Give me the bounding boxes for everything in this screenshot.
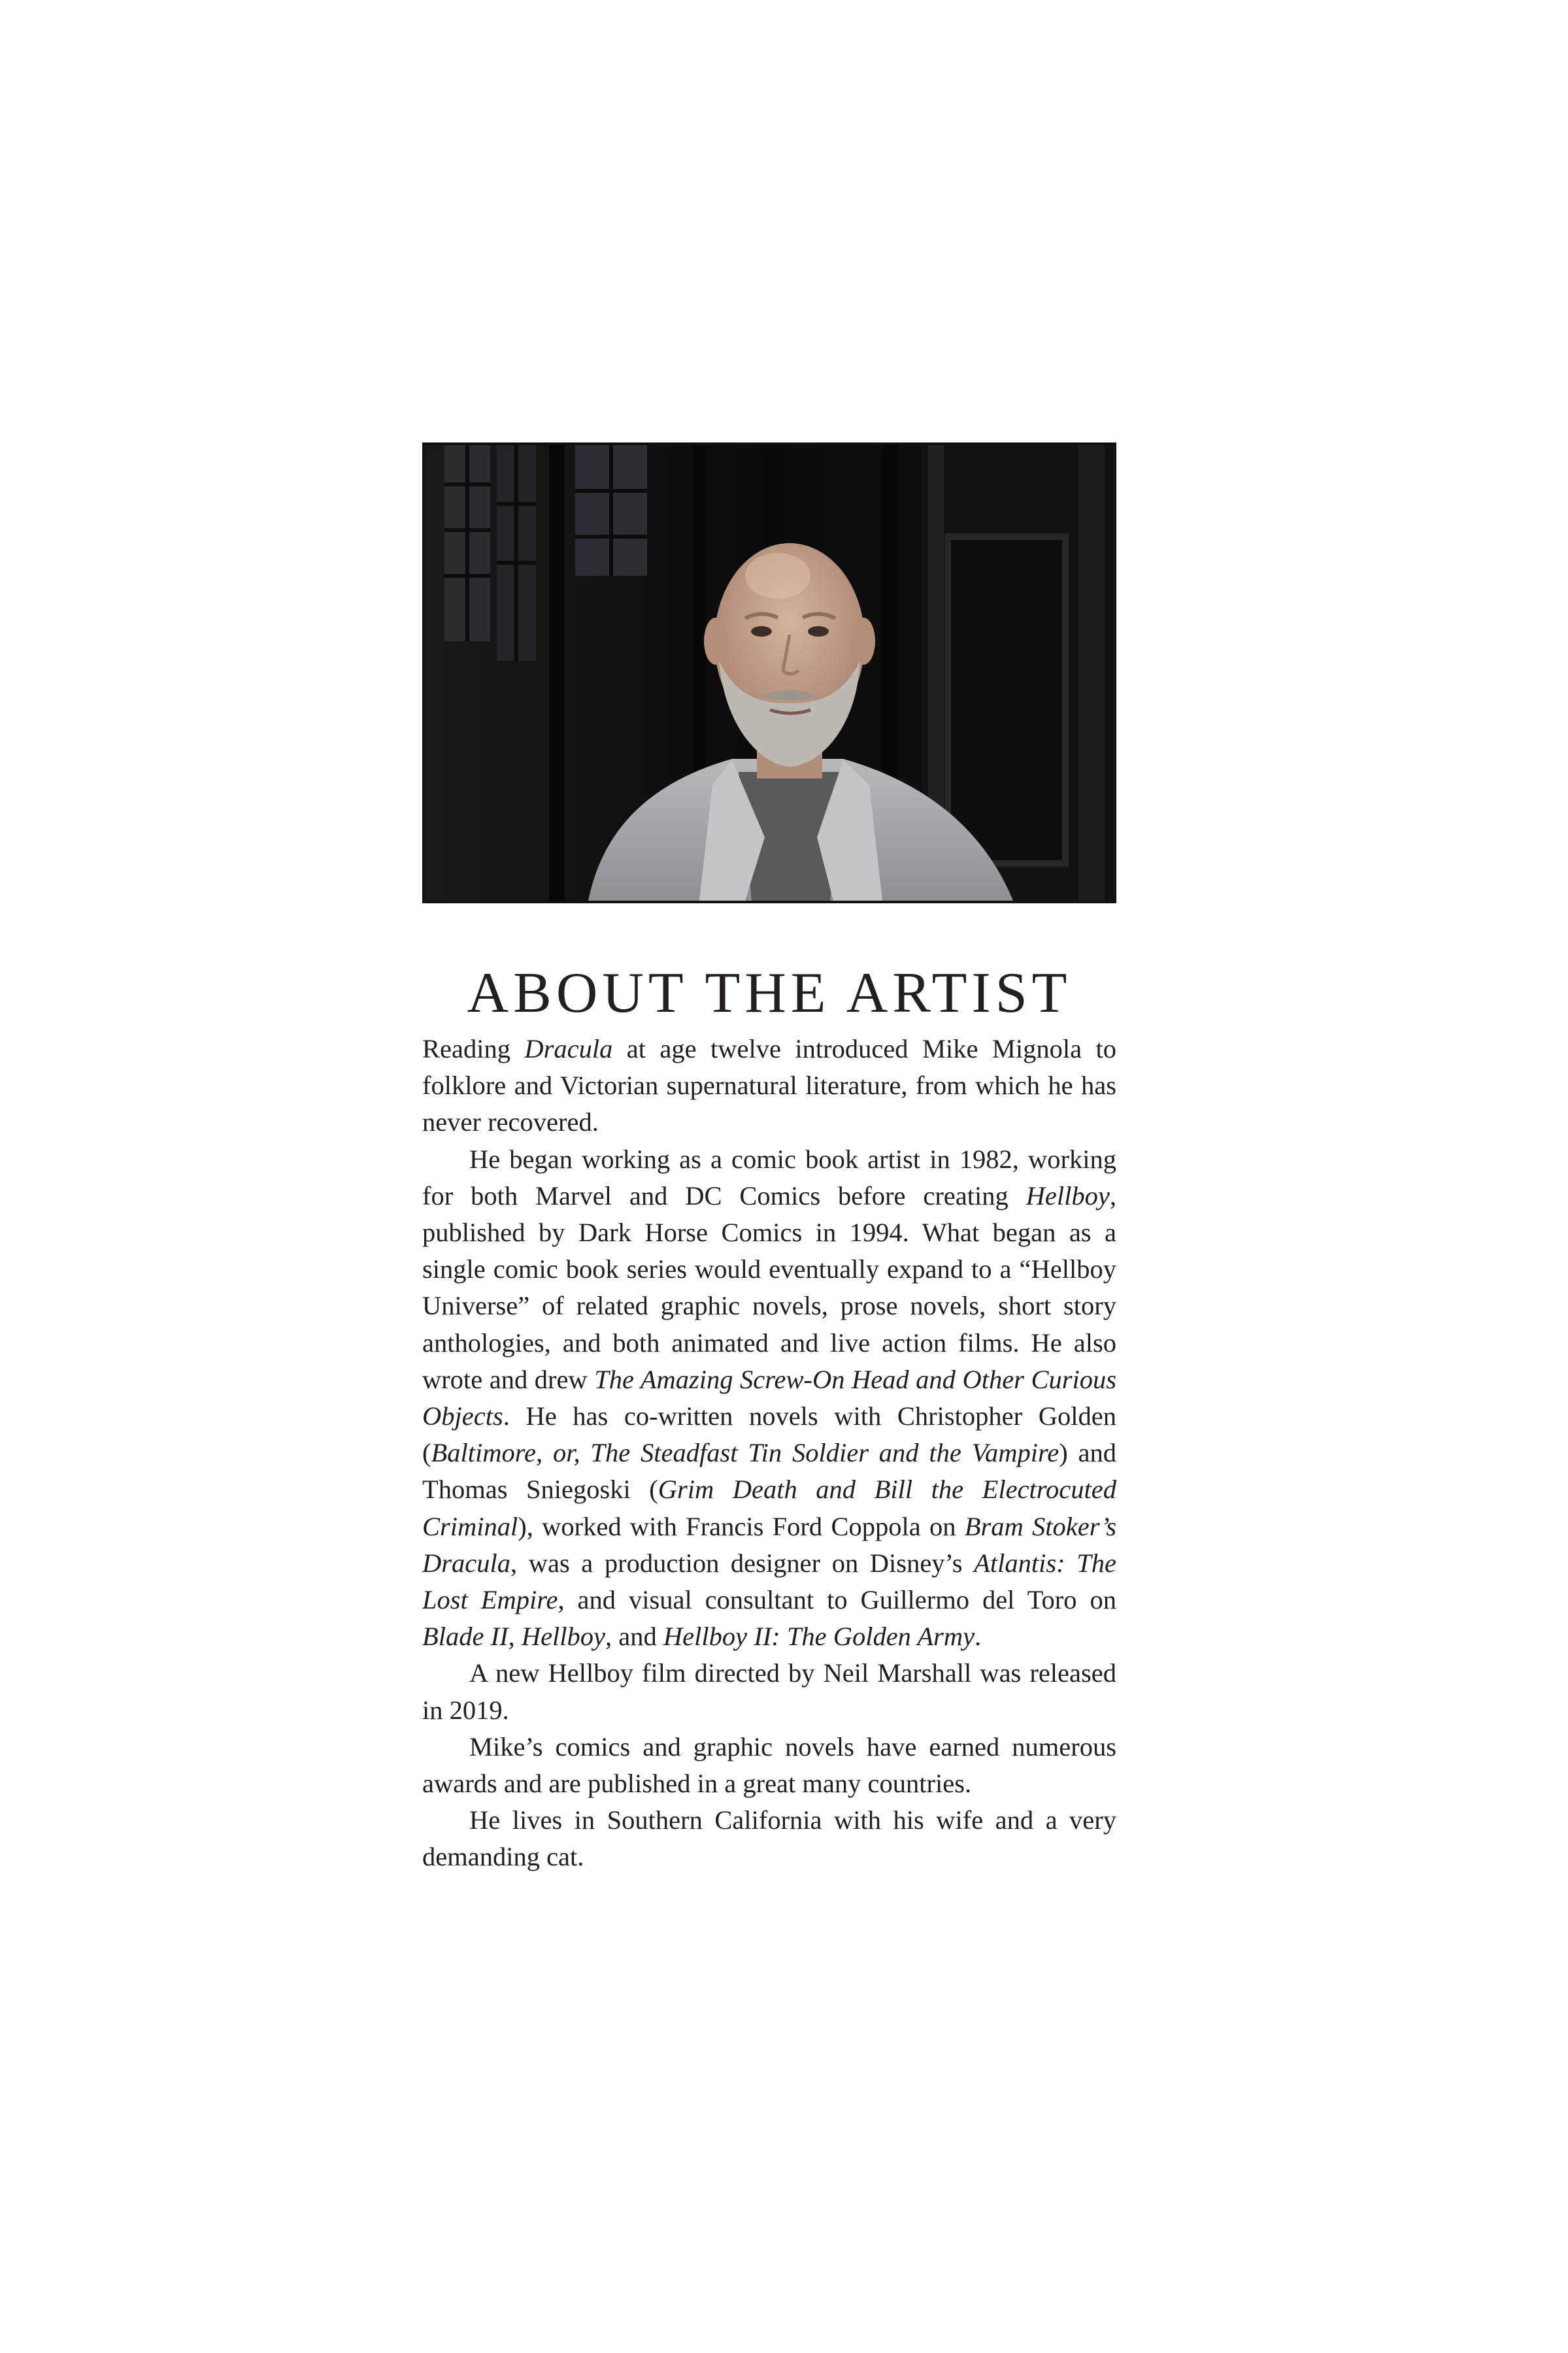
page-title: ABOUT THE ARTIST — [467, 961, 1072, 1025]
bio-paragraph: He lives in Southern California with his wife and a very demanding cat. — [422, 1805, 1116, 1872]
author-portrait-image — [425, 445, 1114, 901]
author-photo — [422, 442, 1116, 903]
artist-bio — [422, 1031, 1116, 1876]
book-title: Hellboy — [1026, 1180, 1110, 1210]
book-title: Dracula — [524, 1034, 613, 1063]
bio-paragraph: He began working as a comic book artist in 1982, working for both Marvel and DC Comics before creating Hellboy, published by Dark Horse Comics in 1994. What began as a single comic book series would eventually expand to a “Hellboy Universe” of related graphic novels, prose novels, short story anthologies, and both animated and live action films. He also wrote and drew The Amazing Screw-On Head and Other Curious Objects. He has co-written novels with Christopher Golden (Baltimore, or, The Steadfast Tin Soldier and the Vampire) and Thomas Sniegoski (Grim Death and Bill the Electrocuted Criminal), worked with Francis Ford Coppola on Bram Stoker’s Dracula, was a production designer on Disney’s Atlantis: The Lost Empire, and visual consultant to Guillermo del Toro on Blade II, Hellboy, and Hellboy II: The Golden Army. — [422, 1144, 1116, 1652]
bio-paragraph: A new Hellboy film directed by Neil Marshall was released in 2019. — [422, 1658, 1116, 1725]
book-title: The Amazing Screw-On Head and Other Curious Objects — [422, 1364, 1116, 1431]
book-title: Grim Death and Bill the Electrocuted Criminal — [422, 1475, 1116, 1541]
film-title: Atlantis: The Lost Empire — [422, 1548, 1116, 1615]
book-title: Baltimore, or, The Steadfast Tin Soldier and the Vampire — [431, 1438, 1059, 1468]
bio-paragraph: Mike’s comics and graphic novels have earned numerous awards and are published in a great many countries. — [422, 1731, 1116, 1799]
film-title: Hellboy — [521, 1622, 606, 1652]
film-title: Blade II — [422, 1622, 509, 1652]
film-title: Bram Stoker’s Dracula — [422, 1511, 1116, 1578]
bio-paragraph: Reading Dracula at age twelve introduced Mike Mignola to folklore and Victorian supernatural literature, from which he has never recovered. — [422, 1034, 1117, 1137]
film-title: Hellboy II: The Golden Army — [663, 1622, 975, 1652]
